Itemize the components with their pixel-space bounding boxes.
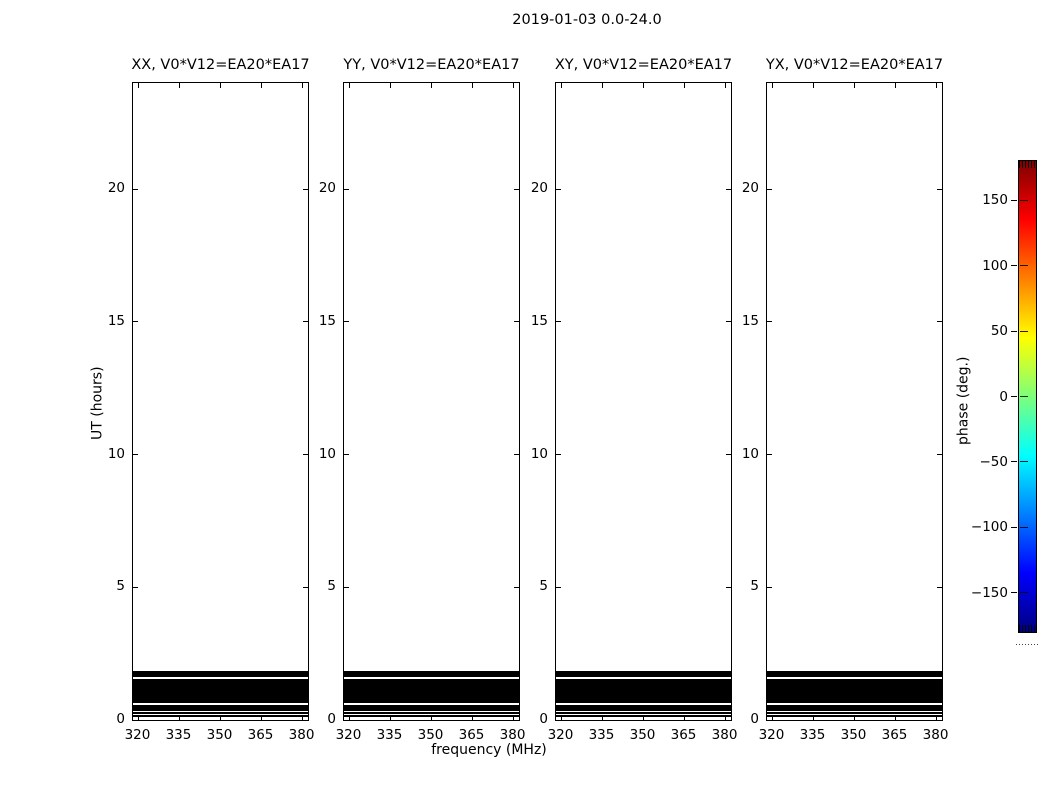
x-tickmark-top [513,83,514,88]
x-tick-label: 365 [881,727,908,743]
x-tickmark-top [179,83,180,88]
data-band [556,679,731,703]
x-tick-label: 365 [670,727,697,743]
y-tickmark-right [937,189,942,190]
subplot-title-yy: YY, V0*V12=EA20*EA17 [343,57,520,73]
y-tickmark-right [937,321,942,322]
colorbar-tickmark-inner [1020,200,1028,201]
data-band [344,715,519,717]
y-tick-label: 0 [327,711,336,727]
y-tick-label: 5 [750,578,759,595]
x-tickmark-top [854,83,855,88]
data-band [767,671,942,677]
x-tickmark-top [895,83,896,88]
x-tickmark-top [772,83,773,88]
colorbar-tickmark [1011,461,1017,462]
x-tickmark-top [261,83,262,88]
x-tick-label: 320 [547,727,574,743]
y-tick-label: 0 [116,711,125,727]
data-band [556,671,731,677]
colorbar-tick-label: −150 [970,584,1008,601]
x-tick-label: 380 [499,727,526,743]
y-tickmark-right [937,720,942,721]
y-tickmark-left [344,321,349,322]
x-tick-label: 320 [758,727,785,743]
colorbar-tickmark [1011,200,1017,201]
data-band [133,705,308,711]
x-tick-label: 365 [247,727,274,743]
x-tickmark-top [602,83,603,88]
x-tick-label: 380 [922,727,949,743]
colorbar-tickmark-inner [1020,265,1028,266]
data-band [767,712,942,714]
y-tickmark-left [133,189,138,190]
y-tickmark-left [556,189,561,190]
colorbar-tickmark-inner [1020,461,1028,462]
colorbar-bottom-hatch [1019,625,1036,632]
data-band [556,705,731,711]
y-tick-label: 15 [741,312,759,329]
x-tick-label: 350 [206,727,233,743]
y-tick-label: 15 [107,312,125,329]
colorbar-tick-label: 0 [999,388,1008,405]
y-tickmark-left [767,720,772,721]
y-tickmark-left [556,720,561,721]
colorbar-tickmark [1011,331,1017,332]
colorbar-tickmark-inner [1020,592,1028,593]
colorbar-tickmark [1011,265,1017,266]
y-tick-label: 5 [327,578,336,595]
x-tick-label: 365 [458,727,485,743]
y-tickmark-left [344,189,349,190]
colorbar-top-hatch [1019,161,1036,168]
y-tickmark-left [767,454,772,455]
x-tickmark-top [349,83,350,88]
y-tickmark-left [133,720,138,721]
x-tickmark-top [302,83,303,88]
colorbar-tick-label: 50 [990,323,1008,340]
y-tickmark-left [344,720,349,721]
y-tick-label: 20 [107,180,125,197]
y-tick-label: 5 [539,578,548,595]
x-tick-label: 350 [417,727,444,743]
data-band [344,705,519,711]
subplot-title-yx: YX, V0*V12=EA20*EA17 [765,57,944,73]
data-band [133,671,308,677]
y-tickmark-left [556,454,561,455]
data-band [133,712,308,714]
x-tickmark-top [561,83,562,88]
data-band [133,715,308,717]
subplot-panel-yx [766,82,943,721]
colorbar-tick-label: 100 [982,257,1008,274]
data-band [767,715,942,717]
data-band [344,712,519,714]
y-tickmark-left [767,321,772,322]
y-tickmark-left [767,587,772,588]
y-tickmark-left [133,454,138,455]
subplot-title-xy: XY, V0*V12=EA20*EA17 [554,57,733,73]
y-tickmark-left [133,587,138,588]
x-tick-label: 335 [588,727,615,743]
data-band [556,712,731,714]
colorbar-label: phase (deg.) [955,356,972,445]
x-tickmark-top [725,83,726,88]
x-tickmark-top [390,83,391,88]
x-tickmark-top [936,83,937,88]
y-tickmark-left [344,454,349,455]
y-tickmark-left [556,587,561,588]
colorbar-tickmark-inner [1020,527,1028,528]
colorbar-tick-label: −50 [979,453,1008,470]
colorbar-tickmark [1011,592,1017,593]
x-tick-label: 320 [335,727,362,743]
y-tick-label: 10 [107,445,125,462]
y-tick-label: 5 [116,578,125,595]
colorbar-tickmark [1011,527,1017,528]
y-tick-label: 10 [530,445,548,462]
y-tick-label: 10 [318,445,336,462]
x-tick-label: 350 [840,727,867,743]
data-band [767,705,942,711]
y-tickmark-left [344,587,349,588]
y-tickmark-left [767,189,772,190]
data-band [344,671,519,677]
x-tickmark-top [431,83,432,88]
x-tickmark-top [138,83,139,88]
data-band [767,679,942,703]
colorbar-tick-label: 150 [982,192,1008,209]
y-tickmark-right [937,587,942,588]
y-tick-label: 0 [750,711,759,727]
x-tick-label: 380 [288,727,315,743]
x-tickmark-top [684,83,685,88]
x-tickmark-top [813,83,814,88]
colorbar-tickmark [1011,396,1017,397]
x-tick-label: 350 [629,727,656,743]
y-tick-label: 20 [741,180,759,197]
y-tickmark-right [937,454,942,455]
x-axis-label: frequency (MHz) [431,742,547,758]
x-tick-label: 335 [165,727,192,743]
y-axis-label: UT (hours) [89,366,106,441]
y-tick-label: 10 [741,445,759,462]
figure-title: 2019-01-03 0.0-24.0 [512,12,662,28]
x-tick-label: 380 [711,727,738,743]
y-tick-label: 15 [318,312,336,329]
data-band [133,679,308,703]
y-tick-label: 20 [318,180,336,197]
colorbar-under-dots [1016,644,1039,645]
x-tick-label: 335 [799,727,826,743]
y-tick-label: 20 [530,180,548,197]
subplot-panel-yy [343,82,520,721]
colorbar-tick-label: −100 [970,519,1008,536]
colorbar-tickmark-inner [1020,396,1028,397]
x-tickmark-top [643,83,644,88]
subplot-title-xx: XX, V0*V12=EA20*EA17 [131,57,310,73]
y-tickmark-left [556,321,561,322]
colorbar-tickmark-inner [1020,331,1028,332]
x-tickmark-top [472,83,473,88]
data-band [556,715,731,717]
subplot-panel-xy [555,82,732,721]
x-tickmark-top [220,83,221,88]
subplot-panel-xx [132,82,309,721]
x-tick-label: 320 [124,727,151,743]
data-band [344,679,519,703]
y-tick-label: 15 [530,312,548,329]
x-tick-label: 335 [376,727,403,743]
y-tick-label: 0 [539,711,548,727]
y-tickmark-left [133,321,138,322]
